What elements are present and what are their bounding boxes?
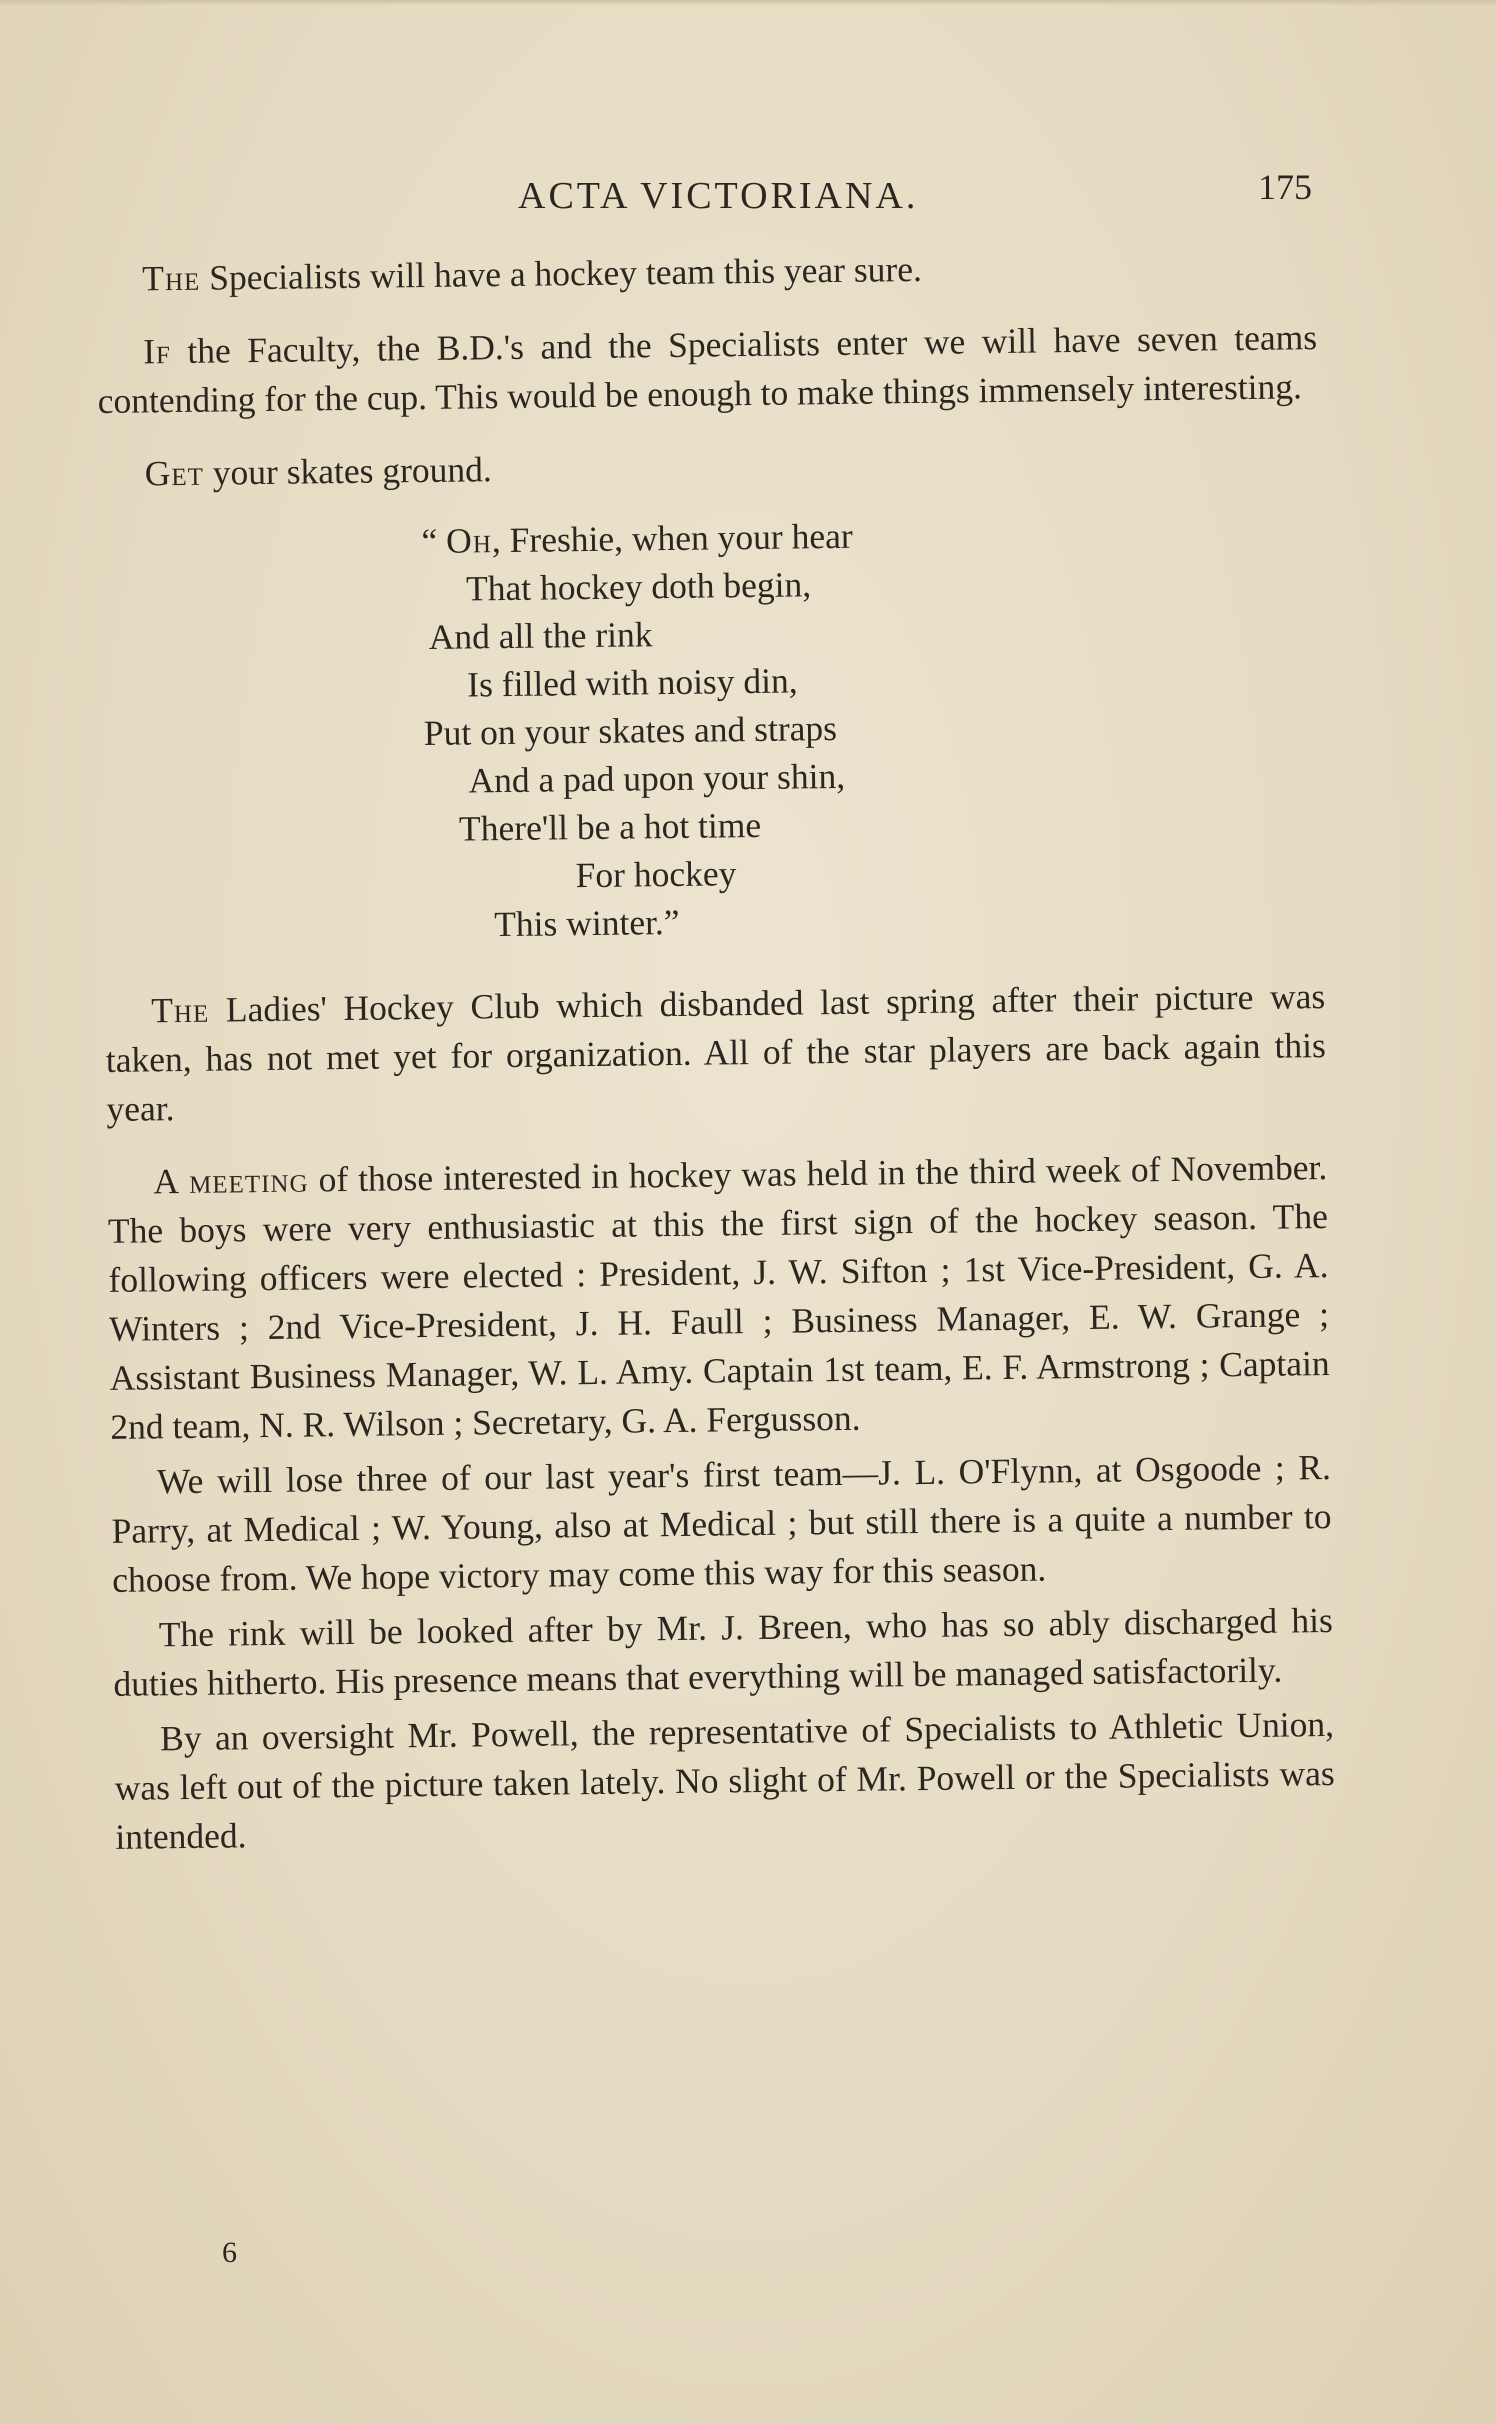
lead-word: Oh <box>445 520 493 561</box>
lead-word: If <box>142 331 172 372</box>
paragraph-oversight: By an oversight Mr. Powell, the representative of Specialists to Athletic Union, was left out of the picture taken lately. No slight of Mr. Powell or the Specialists was intended. <box>114 1703 1335 1857</box>
poem-text: , Freshie, when your hear <box>491 515 853 561</box>
open-quote: “ <box>421 520 447 562</box>
poem-line: Put on your skates and straps <box>423 707 838 754</box>
paragraph-ladies-club <box>105 972 1327 1134</box>
paragraph-meeting-officers <box>107 1143 1331 1452</box>
poem-line: For hockey <box>575 853 737 896</box>
poem <box>99 506 1324 953</box>
running-title: ACTA VICTORIANA. <box>518 175 919 217</box>
paragraph-text: of those interested in hockey was held in the third week of November. The boys were very enthusiastic at this the first sign of the hockey season. The following officers were elected : President, J. W. Sifton ; 1st Vice-President, G. A. Winters ; 2nd Vice-President, J. H. Faull ; Business Manager, E. W. Grange ; Assistant Business Manager, W. L. Amy. Captain 1st team, E. F. Armstrong ; Captain 2nd team, N. R. Wilson ; Secretary, G. A. Fergusson. <box>107 1147 1330 1447</box>
paragraph-text: your skates ground. <box>203 449 492 493</box>
article-body <box>96 240 1336 1868</box>
signature-mark: 6 <box>222 2236 237 2269</box>
poem-line: That hockey doth begin, <box>465 564 812 609</box>
poem-line: And all the rink <box>428 614 653 657</box>
paragraph-text: Specialists will have a hockey team this year sure. <box>200 248 923 298</box>
paragraph-specialists-team <box>96 240 1317 304</box>
lead-word: The <box>150 989 210 1031</box>
paragraph-skates-ground <box>98 435 1319 499</box>
paragraph-rink: The rink will be looked after by Mr. J. Breen, who has so ably discharged his duties hitherto. His presence means that everything will be managed satisfactorily. <box>113 1599 1334 1704</box>
paragraph-text: the Faculty, the B.D.'s and the Specialists enter we will have seven teams contending for the cup. This would be enough to make things immensely interesting. <box>97 317 1318 421</box>
lead-word: Get <box>144 452 205 494</box>
lead-word: A meeting <box>153 1159 309 1202</box>
page-header <box>0 167 1496 234</box>
poem-line: Is filled with noisy din, <box>467 660 798 705</box>
poem-line: And a pad upon your shin, <box>468 755 846 801</box>
lead-word: The <box>142 257 201 299</box>
paragraph-lose-players: We will lose three of our last year's first team—J. L. O'Flynn, at Osgoode ; R. Parry, at Medical ; W. Young, also at Medical ; but still there is a quite a number to choose from. We hope victory may come this way for this season. <box>111 1447 1332 1600</box>
poem-line: This winter.” <box>493 901 680 945</box>
paragraph-text: Ladies' Hockey Club which disbanded last spring after their picture was taken, has not met yet for organization. All of the star players are back again this year. <box>105 976 1326 1129</box>
paragraph-seven-teams <box>97 313 1318 426</box>
page-number: 175 <box>1258 167 1312 207</box>
poem-line: There'll be a hot time <box>458 804 762 849</box>
